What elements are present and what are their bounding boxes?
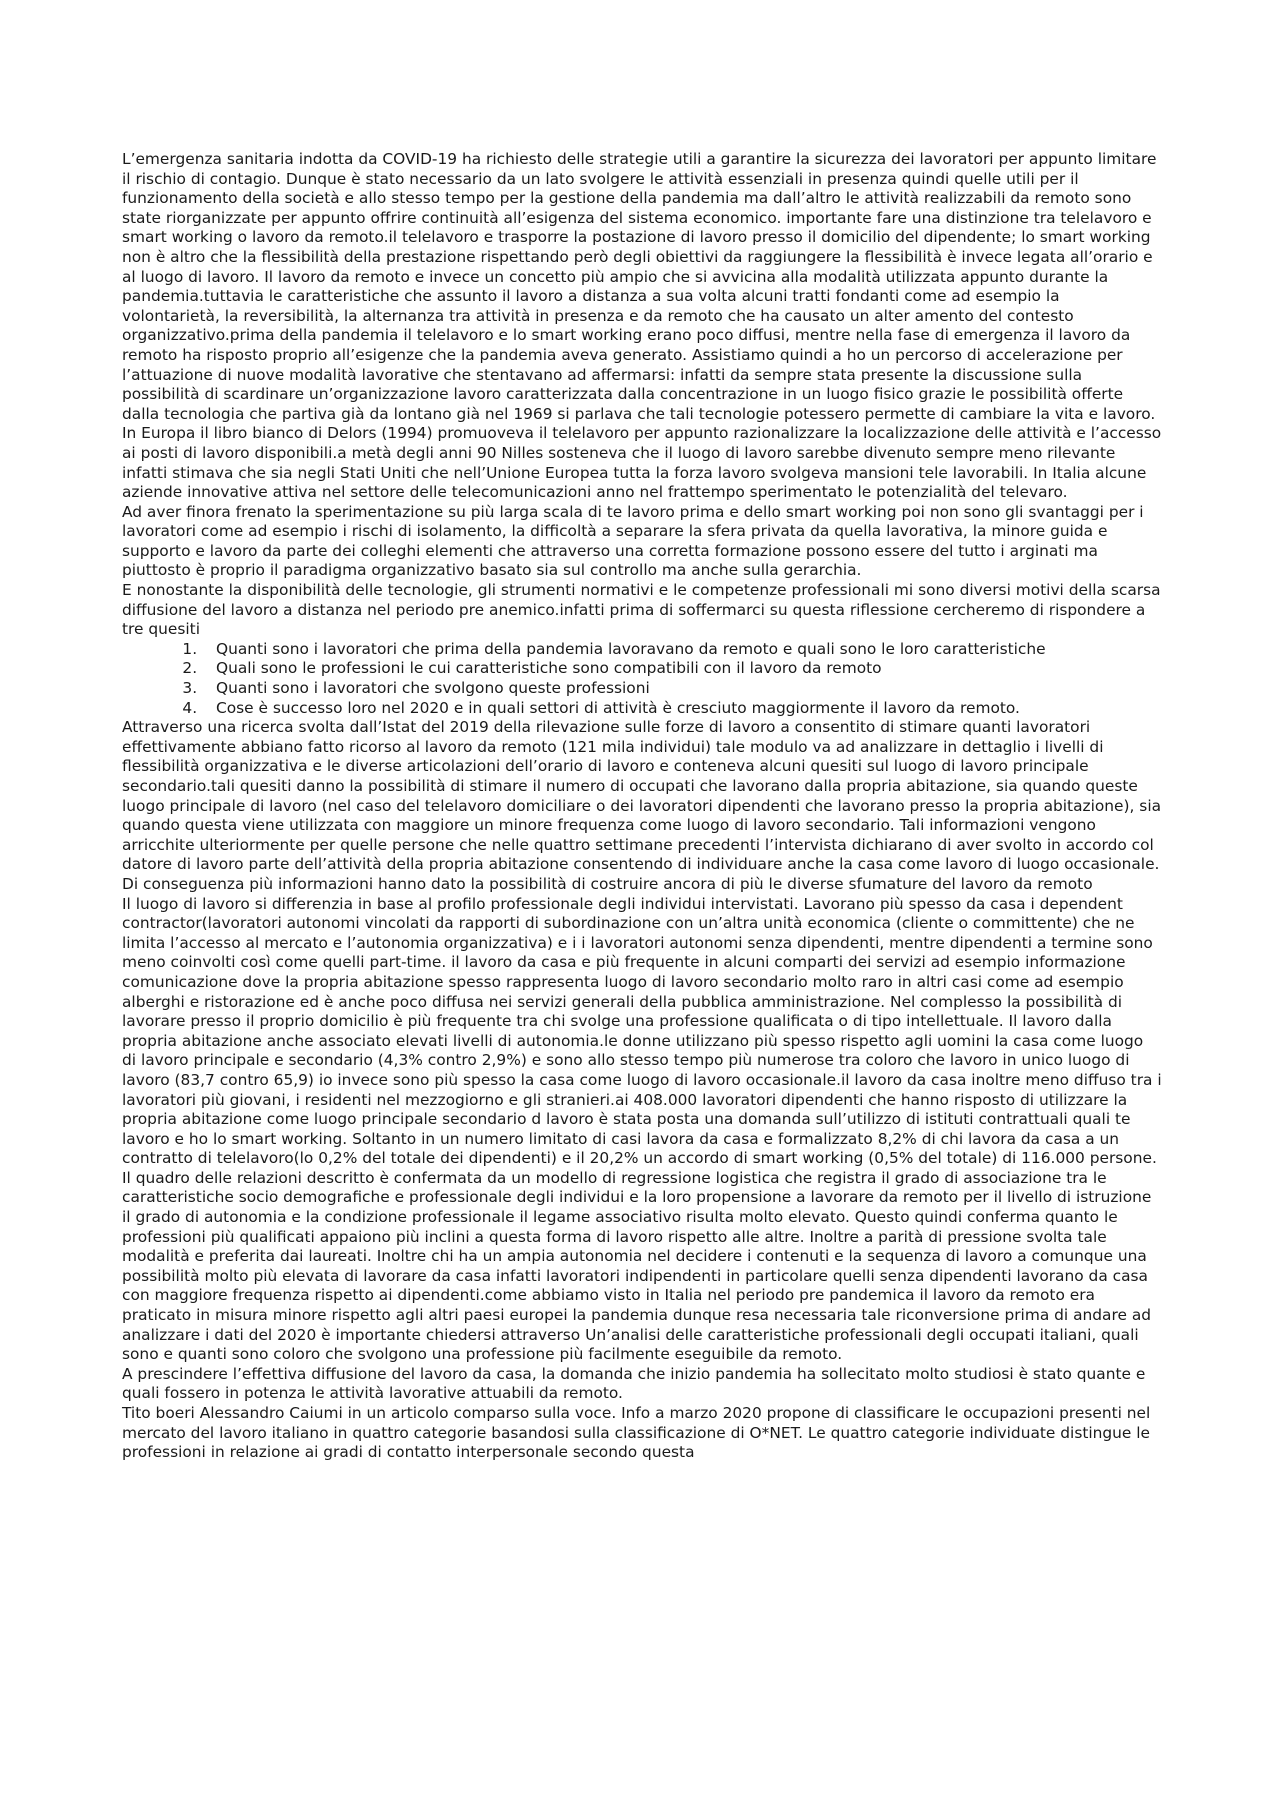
list-item: 2. Quali sono le professioni le cui caratteristiche sono compatibili con il lavoro da remoto — [202, 659, 1162, 679]
list-item: 4. Cose è successo loro nel 2020 e in quali settori di attività è cresciuto maggiormente il lavoro da remoto. — [202, 699, 1162, 719]
paragraph-boeri-caiumi: Tito boeri Alessandro Caiumi in un articolo comparso sulla voce. Info a marzo 2020 propone di classificare le occupazioni presenti nel mercato del lavoro italiano in quattro categorie basandosi sulla classificazione di O*NET. Le quattro categorie individuate distingue le professioni in relazione ai gradi di contatto interpersonale secondo questa — [122, 1404, 1151, 1462]
paragraph-potential-remote: A prescindere l’effettiva diffusione del lavoro da casa, la domanda che inizio pandemia ha sollecitato molto studiosi è stato quante e quali fossero in potenza le attività lavorative attuabili da remoto. — [122, 1364, 1146, 1403]
paragraph-intro: L’emergenza sanitaria indotta da COVID-19 ha richiesto delle strategie utili a garantire la sicurezza dei lavoratori per appunto limitare il rischio di contagio. Dunque è stato necessario da un lato svolgere le attività essenziali in presenza quindi quelle utili per il funzionamento della società e allo stesso tempo per la gestione della pandemia ma dall’altro le attività realizzabili da remoto sono state riorganizzate per appunto offrire continuità all’esigenza del sistema economico. importante fare una distinzione tra telelavoro e smart working o lavoro da remoto.il telelavoro e trasporre la postazione di lavoro presso il domicilio del dipendente; lo smart working non è altro che la flessibilità della prestazione rispettando però degli obiettivi da raggiungere la flessibilità è invece legata all’orario e al luogo di lavoro. Il lavoro da remoto e invece un concetto più ampio che si avvicina alla modalità utilizzata appunto durante la pandemia.tuttavia le caratteristiche che assunto il lavoro a distanza a sua volta alcuni tratti fondanti come ad esempio la volontarietà, la reversibilità, la alternanza tra attività in presenza e da remoto che ha causato un alter amento del contesto organizzativo.prima della pandemia il telelavoro e lo smart working erano poco diffusi, mentre nella fase di emergenza il lavoro da remoto ha risposto proprio all’esigenze che la pandemia aveva generato. Assistiamo quindi a ho un percorso di accelerazione per l’attuazione di nuove modalità lavorative che stentavano ad affermarsi: infatti da sempre stata presente la discussione sulla possibilità di scardinare un’organizzazione lavoro caratterizzata dalla concentrazione in un luogo fisico grazie le possibilità offerte dalla tecnologia che partiva già da lontano già nel 1969 si parlava che tali tecnologie potessero permette di cambiare la vita e lavoro. In Europa il libro bianco di Delors (1994) promuoveva il telelavoro per appunto razionalizzare la localizzazione delle attività e l’accesso ai posti di lavoro disponibili.a metà degli anni 90 Nilles sosteneva che il luogo di lavoro sarebbe divenuto sempre meno rilevante infatti stimava che sia negli Stati Uniti che nell’Unione Europea tutta la forza lavoro svolgeva mansioni tele lavorabili. In Italia alcune aziende innovative attiva nel settore delle telecomunicazioni anno nel frattempo sperimentato le potenzialità del televaro. — [122, 150, 1162, 502]
paragraph-questions-intro: E nonostante la disponibilità delle tecnologie, gli strumenti normativi e le competenze professionali mi sono diversi motivi della scarsa diffusione del lavoro a distanza nel periodo pre anemico.infatti prima di soffermarci su questa riflessione cercheremo di rispondere a tre quesiti — [122, 581, 1161, 639]
document-page — [122, 150, 1162, 1463]
paragraph-workplace-profile: Il luogo di lavoro si differenzia in base al profilo professionale degli individui intervistati. Lavorano più spesso da casa i dependent contractor(lavoratori autonomi vincolati da rapporti di subordinazione con un’altra unità economica (cliente o committente) che ne limita l’accesso al mercato e l’autonomia organizzativa) e i i lavoratori autonomi senza dipendenti, mentre dipendenti a termine sono meno coinvolti così come quelli part-time. il lavoro da casa e più frequente in alcuni comparti dei servizi ad esempio informazione comunicazione dove la propria abitazione spesso rappresenta luogo di lavoro secondario molto raro in altri casi come ad esempio alberghi e ristorazione ed è anche poco diffusa nei servizi generali della pubblica amministrazione. Nel complesso la possibilità di lavorare presso il proprio domicilio è più frequente tra chi svolge una professione qualificata o di tipo intellettuale. Il lavoro dalla propria abitazione anche associato elevati livelli di autonomia.le donne utilizzano più spesso rispetto agli uomini la casa come luogo di lavoro principale e secondario (4,3% contro 2,9%) e sono allo stesso tempo più numerose tra coloro che lavoro in unico luogo di lavoro (83,7 contro 65,9) io invece sono più spesso la casa come luogo di lavoro occasionale.il lavoro da casa inoltre meno diffuso tra i lavoratori più giovani, i residenti nel mezzogiorno e gli stranieri.ai 408.000 lavoratori dipendenti che hanno risposto di utilizzare la propria abitazione come luogo principale secondario d lavoro è stata posta una domanda sull’utilizzo di istituti contrattuali quali te lavoro e ho lo smart working. Soltanto in un numero limitato di casi lavora da casa e formalizzato 8,2% di chi lavora da casa a un contratto di telelavoro(lo 0,2% del totale dei dipendenti) e il 20,2% un accordo di smart working (0,5% del totale) di 116.000 persone. Il quadro delle relazioni descritto è confermata da un modello di regressione logistica che registra il grado di associazione tra le caratteristiche socio demografiche e professionale degli individui e la loro propensione a lavorare da remoto per il livello di istruzione il grado di autonomia e la condizione professionale il legame associativo risulta molto elevato. Questo quindi conferma quanto le professioni più qualificati appaiono più inclini a questa forma di lavoro rispetto alle altre. Inoltre a parità di pressione svolta tale modalità e preferita dai laureati. Inoltre chi ha un ampia autonomia nel decidere i contenuti e la sequenza di lavoro a comunque una possibilità molto più elevata di lavorare da casa infatti lavoratori indipendenti in particolare quelli senza dipendenti lavorano da casa con maggiore frequenza rispetto ai dipendenti.come abbiamo visto in Italia nel periodo pre pandemica il lavoro da remoto era praticato in misura minore rispetto agli altri paesi europei la pandemia dunque resa necessaria tale riconversione prima di andare ad analizzare i dati del 2020 è importante chiedersi attraverso Un’analisi delle caratteristiche professionali degli occupati italiani, quali sono e quanti sono coloro che svolgono una professione più facilmente eseguibile da remoto. — [122, 894, 1162, 1364]
list-item: 1. Quanti sono i lavoratori che prima della pandemia lavoravano da remoto e quali sono le loro caratteristiche — [202, 640, 1162, 660]
paragraph-istat-research: Attraverso una ricerca svolta dall’Istat del 2019 della rilevazione sulle forze di lavoro a consentito di stimare quanti lavoratori effettivamente abbiano fatto ricorso al lavoro da remoto (121 mila individui) tale modulo va ad analizzare in dettaglio i livelli di flessibilità organizzativa e le diverse articolazioni dell’orario di lavoro e conteneva alcuni quesiti sul luogo di lavoro principale secondario.tali quesiti danno la possibilità di stimare il numero di occupati che lavorano dalla propria abitazione, sia quando queste luogo principale di lavoro (nel caso del telelavoro domiciliare o dei lavoratori dipendenti che lavorano presso la propria abitazione), sia quando questa viene utilizzata con maggiore un minore frequenza come luogo di lavoro secondario. Tali informazioni vengono arricchite ulteriormente per quelle persone che nelle quattro settimane precedenti l’intervista dichiarano di aver svolto in accordo col datore di lavoro parte dell’attività della propria abitazione consentendo di individuare anche la casa come lavoro di luogo occasionale. Di conseguenza più informazioni hanno dato la possibilità di costruire ancora di più le diverse sfumature del lavoro da remoto — [122, 718, 1162, 893]
questions-list — [122, 640, 1162, 718]
list-item: 3. Quanti sono i lavoratori che svolgono queste professioni — [202, 679, 1162, 699]
paragraph-obstacles: Ad aver finora frenato la sperimentazione su più larga scala di te lavoro prima e dello smart working poi non sono gli svantaggi per i lavoratori come ad esempio i rischi di isolamento, la difficoltà a separare la sfera privata da quella lavorativa, la minore guida e supporto e lavoro da parte dei colleghi elementi che attraverso una corretta formazione possono essere del tutto i arginati ma piuttosto è proprio il paradigma organizzativo basato sia sul controllo ma anche sulla gerarchia. — [122, 502, 1144, 580]
